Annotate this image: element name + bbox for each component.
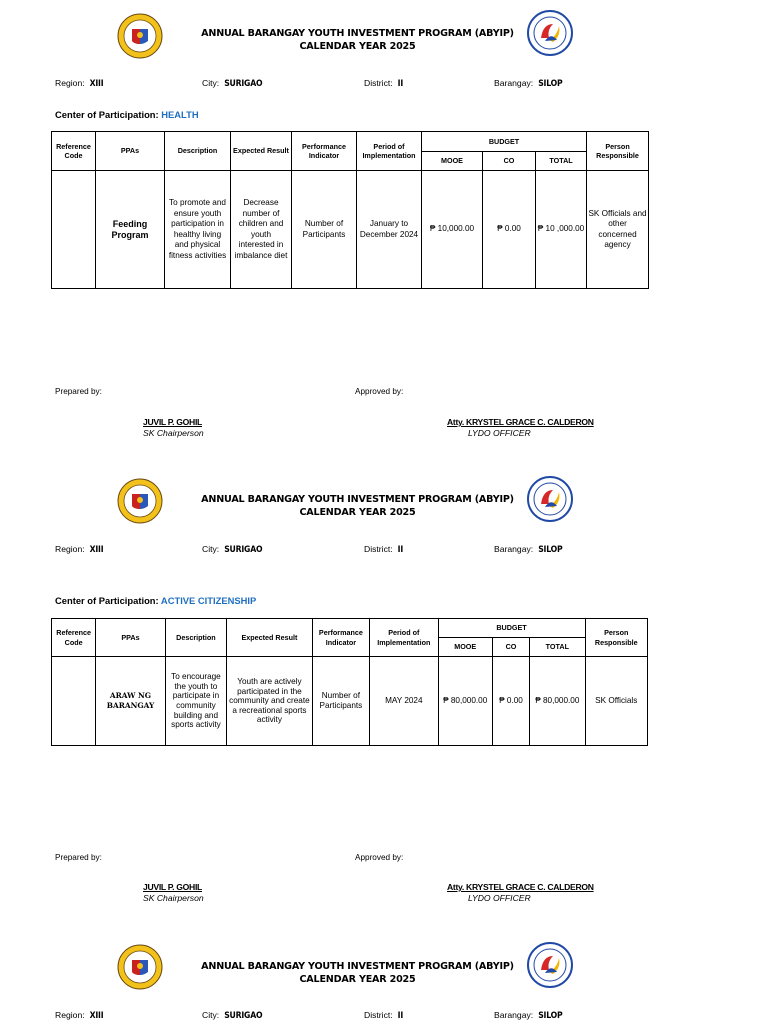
header-mooe: MOOE	[438, 638, 492, 657]
sangguniang-kabataan-seal-icon	[527, 476, 573, 522]
barangay-field: Barangay: SILOP	[494, 78, 563, 89]
approved-by-label: Approved by:	[355, 387, 404, 396]
header-co: CO	[483, 152, 536, 171]
district-field: District: II	[364, 544, 404, 555]
city-field: City: SURIGAO	[202, 1010, 263, 1021]
city-field: City: SURIGAO	[202, 78, 263, 89]
approver-title: LYDO OFFICER	[468, 893, 531, 903]
approver-name: Atty. KRYSTEL GRACE C. CALDERON	[447, 882, 594, 892]
header-budget: BUDGET	[438, 619, 585, 638]
preparer-title: SK Chairperson	[143, 428, 204, 438]
cell-expected-result: Youth are actively participated in the community and create a recreational sports activity	[227, 657, 313, 746]
table-row	[52, 171, 649, 289]
prepared-by-label: Prepared by:	[55, 387, 102, 396]
abyip-table	[51, 131, 649, 289]
cell-period: MAY 2024	[370, 657, 438, 746]
region-field: Region: XIII	[55, 1010, 104, 1021]
header-person-responsible: Person Responsible	[587, 132, 649, 171]
header-ppas: PPAs	[96, 619, 165, 657]
header-ppas: PPAs	[96, 132, 165, 171]
header-expected-result: Expected Result	[227, 619, 313, 657]
approved-by-label: Approved by:	[355, 853, 404, 862]
cell-description: To encourage the youth to participate in community building and sports activity	[165, 657, 226, 746]
header-reference-code: Reference Code	[52, 132, 96, 171]
district-field: District: II	[364, 1010, 404, 1021]
barangay-field: Barangay: SILOP	[494, 544, 563, 555]
header-performance-indicator: Performance Indicator	[292, 132, 357, 171]
header-total: TOTAL	[536, 152, 587, 171]
prepared-by-label: Prepared by:	[55, 853, 102, 862]
center-of-participation: Center of Participation: ACTIVE CITIZENSHIP	[55, 595, 257, 606]
cell-expected-result: Decrease number of children and youth interested in imbalance diet	[231, 171, 292, 289]
center-of-participation: Center of Participation: HEALTH	[55, 109, 199, 120]
header-period: Period of Implementation	[370, 619, 438, 657]
document-title: ANNUAL BARANGAY YOUTH INVESTMENT PROGRAM (ABYIP) CALENDAR YEAR 2025	[201, 28, 514, 52]
cell-period: January to December 2024	[357, 171, 422, 289]
sangguniang-kabataan-seal-icon	[527, 942, 573, 988]
barangay-seal-icon	[117, 478, 163, 524]
barangay-field: Barangay: SILOP	[494, 1010, 563, 1021]
region-field: Region: XIII	[55, 78, 104, 89]
region-field: Region: XIII	[55, 544, 104, 555]
header-description: Description	[165, 132, 231, 171]
header-co: CO	[492, 638, 529, 657]
cell-performance-indicator: Number of Participants	[312, 657, 369, 746]
document-title: ANNUAL BARANGAY YOUTH INVESTMENT PROGRAM (ABYIP) CALENDAR YEAR 2025	[201, 961, 514, 985]
cell-performance-indicator: Number of Participants	[292, 171, 357, 289]
header-description: Description	[165, 619, 226, 657]
cell-person-responsible: SK Officials	[585, 657, 647, 746]
cell-reference-code	[52, 171, 96, 289]
preparer-title: SK Chairperson	[143, 893, 204, 903]
table-row	[52, 657, 648, 746]
cell-co: ₱ 0.00	[492, 657, 529, 746]
header-total: TOTAL	[530, 638, 585, 657]
cell-reference-code	[52, 657, 96, 746]
approver-name: Atty. KRYSTEL GRACE C. CALDERON	[447, 417, 594, 427]
header-performance-indicator: Performance Indicator	[312, 619, 369, 657]
barangay-seal-icon	[117, 13, 163, 59]
header-expected-result: Expected Result	[231, 132, 292, 171]
header-mooe: MOOE	[422, 152, 483, 171]
document-title: ANNUAL BARANGAY YOUTH INVESTMENT PROGRAM (ABYIP) CALENDAR YEAR 2025	[201, 494, 514, 518]
preparer-name: JUVIL P. GOHIL	[143, 882, 202, 892]
preparer-name: JUVIL P. GOHIL	[143, 417, 202, 427]
approver-title: LYDO OFFICER	[468, 428, 531, 438]
cell-co: ₱ 0.00	[483, 171, 536, 289]
cell-mooe: ₱ 10,000.00	[422, 171, 483, 289]
header-person-responsible: Person Responsible	[585, 619, 647, 657]
header-period: Period of Implementation	[357, 132, 422, 171]
barangay-seal-icon	[117, 944, 163, 990]
cell-total: ₱ 80,000.00	[530, 657, 585, 746]
district-field: District: II	[364, 78, 404, 89]
cell-description: To promote and ensure youth participation in healthy living and physical fitness activities	[165, 171, 231, 289]
city-field: City: SURIGAO	[202, 544, 263, 555]
cell-ppa: ARAW NG BARANGAY	[96, 657, 165, 746]
sangguniang-kabataan-seal-icon	[527, 10, 573, 56]
cell-total: ₱ 10 ,000.00	[536, 171, 587, 289]
cell-mooe: ₱ 80,000.00	[438, 657, 492, 746]
cell-ppa: Feeding Program	[96, 171, 165, 289]
header-budget: BUDGET	[422, 132, 587, 152]
cell-person-responsible: SK Officials and other concerned agency	[587, 171, 649, 289]
header-reference-code: Reference Code	[52, 619, 96, 657]
abyip-table	[51, 618, 648, 746]
